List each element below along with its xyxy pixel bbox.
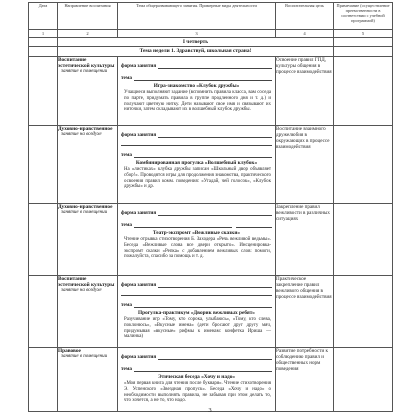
theme-field (118, 69, 275, 81)
note-cell (334, 348, 393, 412)
direction-cell (58, 348, 118, 412)
form-field (118, 126, 275, 138)
activity-description: Разучивание игр «Тому, кто сорока, улыбаюсь», «Тому, кто слева, поклонюсь», «Вкусные имена» (дети бросают друг другу мяч, придумывая «вкусные» рифмы к именам: конфетка Ириша — малинка) (124, 317, 271, 340)
theme-blank (134, 367, 272, 372)
note-cell (334, 57, 393, 126)
table-row (29, 204, 393, 276)
theme-field (118, 296, 275, 308)
topic-cell (118, 348, 276, 412)
date-cell (29, 126, 58, 204)
column-number: 4 (276, 30, 334, 38)
form-blank (158, 283, 272, 288)
form-label: форма занятия (121, 63, 157, 69)
activity-title: Комбинированная прогулка «Волшебный клубок» (135, 160, 258, 166)
topic-cell (118, 276, 276, 348)
plan-table (28, 2, 393, 412)
note-cell (334, 204, 393, 276)
header-date: Дата (29, 3, 58, 30)
activity-description: На «листиках» клубка дружбы записан «Школьный двор объявляет сбор!». Проводятся игры для продолжения знакомства, практического освоения правил комм. поведения: «Угадай, чей голосок», «Клубок дружбы» и др. (124, 167, 271, 190)
activity-title: Игра-знакомство «Клубок дружбы» (153, 83, 240, 89)
theme-field (118, 216, 275, 228)
direction-cell (58, 204, 118, 276)
form-label: форма занятия (121, 354, 157, 360)
direction-cell (58, 57, 118, 126)
form-blank (158, 133, 272, 138)
theme-field (118, 146, 275, 158)
theme-label: тема (121, 152, 132, 158)
page-number: 3 (208, 407, 212, 414)
theme-field (118, 360, 275, 372)
activity-title: Этическая беседа «Хочу и надо» (158, 374, 235, 380)
goal-cell: Практическое закрепление правил вежливого общения в процессе взаимодействия (276, 276, 334, 348)
topic-cell (118, 57, 276, 126)
direction-title: Духовно-нравственное (58, 126, 113, 132)
table-row (29, 348, 393, 412)
goal-cell: Закрепление правил вежливости в различных ситуациях (276, 204, 334, 276)
theme-blank (134, 223, 232, 228)
theme-blank-extra (236, 223, 272, 228)
goal-cell: Освоение правил ГПД, культуры общения в процессе взаимодействия (276, 57, 334, 126)
direction-subtitle: занятие в помещении (61, 354, 108, 359)
form-blank (158, 64, 272, 69)
topic-cell (118, 126, 276, 204)
column-number: 5 (334, 30, 393, 38)
direction-subtitle: занятие в помещении (61, 210, 108, 215)
theme-blank (134, 76, 272, 81)
activity-description: «Моя первая книга для чтения после букваря». Чтение стихотворения Э. Успенского «Звездная пропуск». Беседа «Хочу и надо» о необходимости выполнять правила, не забывая при этом делать то, что хочется, а не то, что надо. (124, 381, 271, 404)
theme-label: тема (121, 302, 132, 308)
activity-description: Чтение отрывка стихотворения Б. Заходера «Речь вежливой ведьмы». Беседа «Вежливые слова все двери открыто». Инсценировка-экспромт сказки «Репка» с добавлением вежливых слов: помоги, пожалуйста, спасибо за помощь и т. д. (124, 237, 271, 260)
form-field (118, 276, 275, 288)
theme-blank (134, 303, 272, 308)
table-row (29, 276, 393, 348)
direction-title: Воспитание эстетической культуры (58, 57, 115, 69)
section-title: I четверть (58, 38, 334, 47)
theme-label: тема (121, 75, 132, 81)
form-field (118, 204, 275, 216)
section-row (29, 38, 393, 47)
column-number: 2 (58, 30, 118, 38)
theme-label: тема (121, 366, 132, 372)
week-title: Тема недели 1. Здравствуй, школьная страна! (58, 47, 334, 57)
date-cell (29, 57, 58, 126)
header-goal: Воспитательная цель (276, 3, 334, 30)
note-cell (334, 276, 393, 348)
form-blank (158, 211, 272, 216)
form-label: форма занятия (121, 282, 157, 288)
direction-title: Духовно-нравственное (58, 204, 113, 210)
goal-cell: Воспитание взаимного дружелюбия в окружающих в процессе взаимодействия (276, 126, 334, 204)
date-cell (29, 348, 58, 412)
direction-subtitle: занятие на воздухе (61, 288, 102, 293)
direction-subtitle: занятие на воздухе (61, 132, 102, 137)
theme-label: тема (121, 222, 132, 228)
activity-title: Прогулка-практикум «Дворик вежливых ребят» (138, 310, 255, 316)
form-blank (158, 355, 272, 360)
table-row (29, 126, 393, 204)
direction-title: Воспитание эстетической культуры (58, 276, 115, 288)
column-number: 3 (118, 30, 276, 38)
topic-cell (118, 204, 276, 276)
header-topic: Тема общеразвивающего занятия. Примерные виды деятельности (118, 3, 276, 30)
week-row (29, 47, 393, 57)
date-cell (29, 276, 58, 348)
form-label: форма занятия (121, 210, 157, 216)
direction-cell (58, 126, 118, 204)
header-row (29, 3, 393, 30)
form-label: форма занятия (121, 132, 157, 138)
header-note: Примечание (осуществление преемственности в соответствии с учебной программой) (334, 3, 393, 30)
table-row (29, 57, 393, 126)
date-cell (29, 204, 58, 276)
column-number-row (29, 30, 393, 38)
direction-subtitle: занятие в помещении (61, 69, 108, 74)
header-direction: Направление воспитания (58, 3, 118, 30)
column-number: 1 (29, 30, 58, 38)
direction-title: Правовое (58, 348, 81, 354)
theme-blank (134, 153, 272, 158)
goal-cell: Развитие потребности к соблюдению правил и общественных норм поведения (276, 348, 334, 412)
activity-description: Учащиеся выполняют задание (вспомнить правила класса, вам соседа по парте, придумать правила в группе продленного дня и т. д.) и получают цветную нитку. Дети называют свое имя и связывают их ниточки, затем складывают их в волшебный клубок дружбы. (124, 90, 271, 113)
note-cell (334, 126, 393, 204)
form-field (118, 57, 275, 69)
form-field (118, 348, 275, 360)
activity-title: Театр-экспромт «Вежливые сказки» (152, 230, 241, 236)
direction-cell (58, 276, 118, 348)
